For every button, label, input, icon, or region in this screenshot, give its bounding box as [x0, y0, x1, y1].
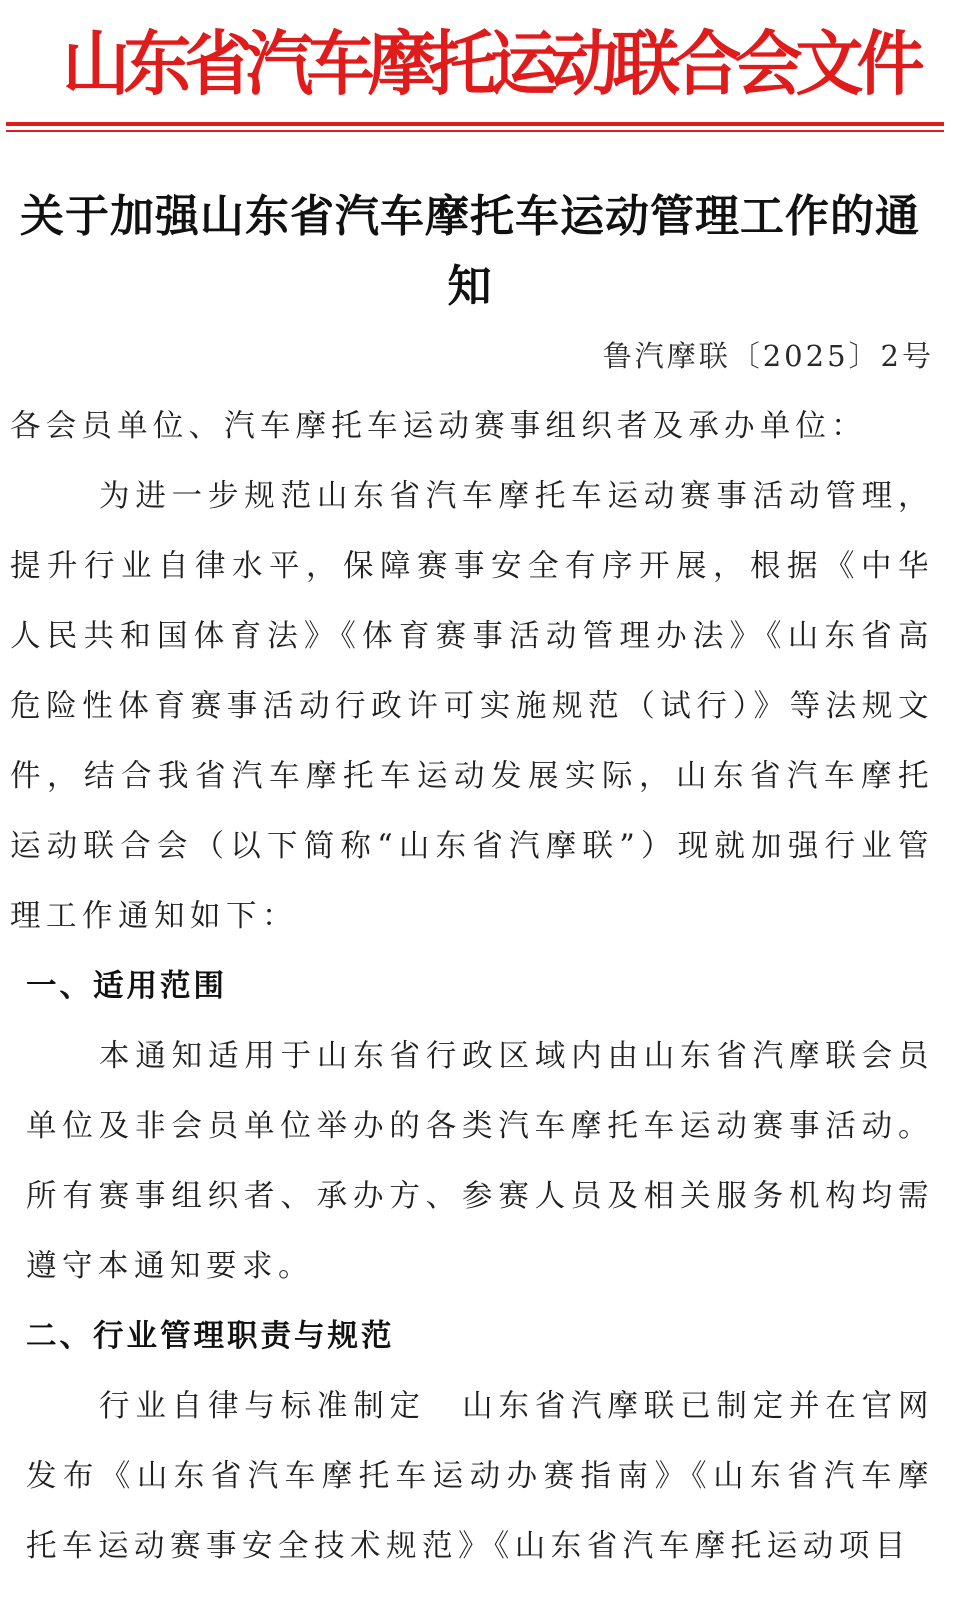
- intro-paragraph: 为进一步规范山东省汽车摩托车运动赛事活动管理，提升行业自律水平，保障赛事安全有序开展，根据《中华人民共和国体育法》《体育赛事活动管理办法》《山东省高危险性体育赛事活动行政许可实施规范（试行）》等法规文件，结合我省汽车摩托车运动发展实际，山东省汽车摩托运动联合会（以下简称“山东省汽摩联”）现就加强行业管理工作通知如下：: [10, 479, 934, 934]
- section-heading: 一、适用范围: [26, 969, 227, 1004]
- salutation: 各会员单位、汽车摩托车运动赛事组织者及承办单位：: [10, 409, 867, 444]
- masthead-rule-thick: [6, 122, 944, 126]
- document-title: 关于加强山东省汽车摩托车运动管理工作的通知: [20, 191, 920, 312]
- section-heading: 二、行业管理职责与规范: [26, 1319, 395, 1354]
- document-number: 鲁汽摩联〔2025〕2号: [602, 339, 934, 373]
- masthead-rule-thin: [6, 130, 944, 132]
- section-paragraph: 行业自律与标准制定 山东省汽摩联已制定并在官网发布《山东省汽车摩托车运动办赛指南》《山东省汽车摩托车运动赛事安全技术规范》《山东省汽车摩托运动项目: [26, 1389, 934, 1564]
- section-paragraph: 本通知适用于山东省行政区域内由山东省汽摩联会员单位及非会员单位举办的各类汽车摩托车运动赛事活动。所有赛事组织者、承办方、参赛人员及相关服务机构均需遵守本通知要求。: [26, 1039, 934, 1284]
- document-body: [10, 392, 934, 1582]
- document-masthead: 山东省汽车摩托运动联合会文件: [62, 23, 918, 105]
